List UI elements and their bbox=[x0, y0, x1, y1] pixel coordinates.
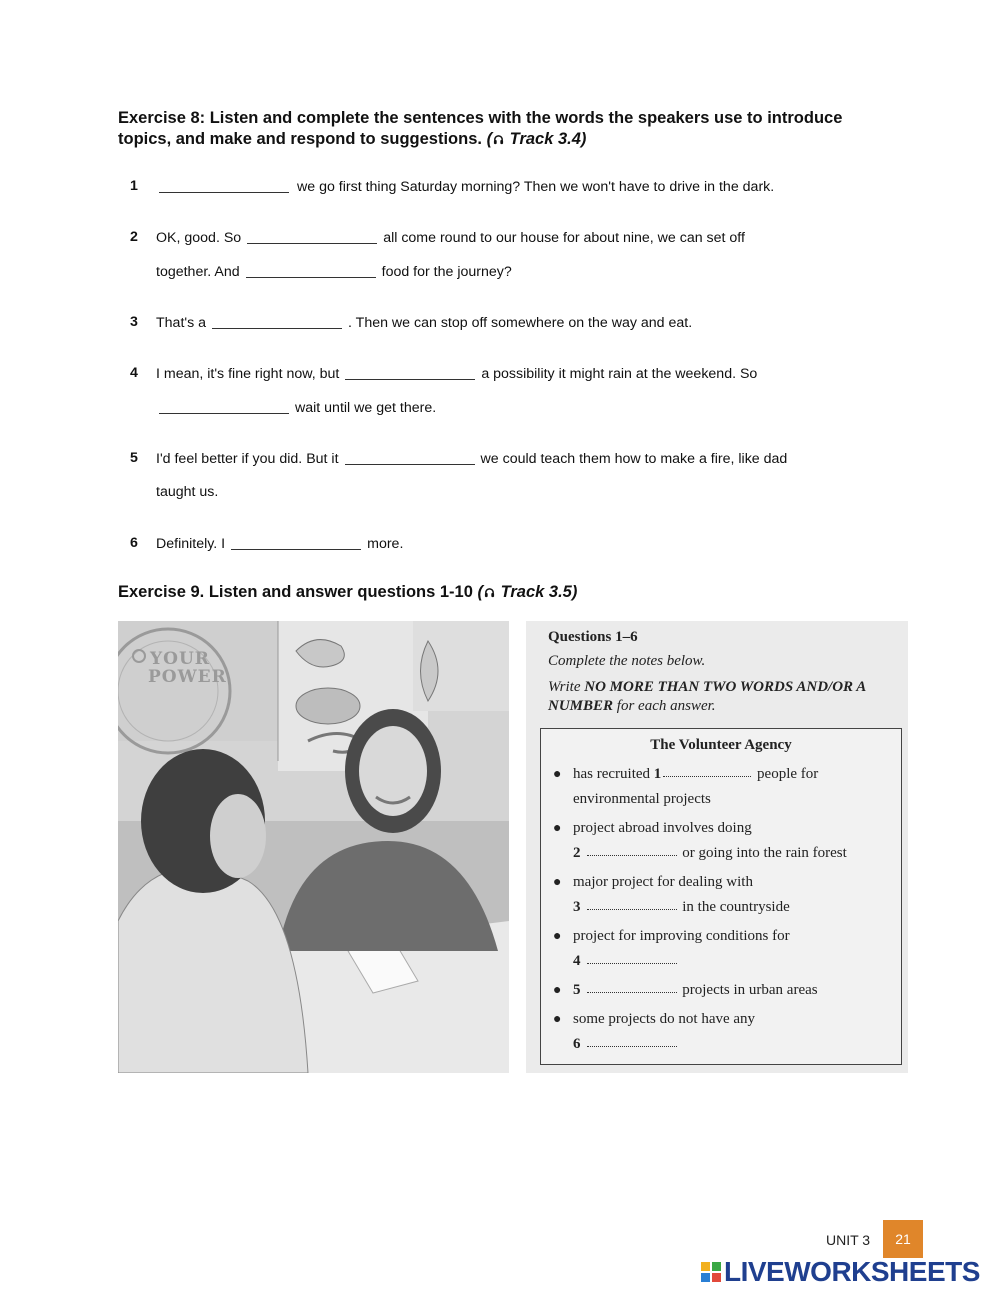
answer-dots-5[interactable] bbox=[587, 980, 677, 993]
note-item-1: has recruited 1 people for bbox=[573, 766, 819, 782]
track-3-5-label: ( Track 3.5) bbox=[477, 583, 578, 601]
exercise8-heading-line2 bbox=[118, 129, 842, 150]
answer-blank-4b[interactable] bbox=[159, 399, 289, 414]
note-item-1-line2: environmental projects bbox=[573, 791, 711, 807]
note-item-6: some projects do not have any bbox=[573, 1011, 756, 1027]
bullet-icon: ● bbox=[553, 1012, 562, 1027]
answer-blank-2b[interactable] bbox=[246, 263, 376, 278]
item-line: wait until we get there. bbox=[159, 399, 436, 416]
note-item-5: 5 projects in urban areas bbox=[573, 982, 818, 998]
note-item-2: project abroad involves doing bbox=[573, 820, 752, 836]
item-number: 5 bbox=[130, 450, 138, 466]
exercise8-heading-line2-text: topics, and make and respond to suggestions. bbox=[118, 130, 482, 148]
poster-your-power: YOUR POWER bbox=[132, 649, 227, 686]
answer-blank-1[interactable] bbox=[159, 178, 289, 193]
note-item-4: project for improving conditions for bbox=[573, 928, 790, 944]
bullet-icon: ● bbox=[553, 767, 562, 782]
note-item-3-line2: 3 in the countryside bbox=[573, 899, 790, 915]
answer-blank-5[interactable] bbox=[345, 450, 475, 465]
interview-illustration bbox=[118, 621, 509, 1073]
brand-name: LIVEWORKSHEETS bbox=[724, 1256, 980, 1287]
bullet-icon: ● bbox=[553, 983, 562, 998]
item-number: 4 bbox=[130, 365, 138, 381]
answer-blank-2a[interactable] bbox=[247, 229, 377, 244]
item-number: 2 bbox=[130, 229, 138, 245]
unit-label: UNIT 3 bbox=[826, 1232, 871, 1248]
questions-1-6-panel bbox=[526, 621, 908, 1073]
item-line: Definitely. I more. bbox=[156, 536, 404, 552]
item-line: That's a . Then we can stop off somewhere on the way and eat. bbox=[156, 315, 693, 331]
liveworksheets-logo-icon bbox=[700, 1261, 722, 1283]
item-line: I mean, it's fine right now, but a possibility it might rain at the weekend. So bbox=[156, 366, 758, 382]
instruction-word-limit: Write NO MORE THAN TWO WORDS AND/OR A NUMBER for each answer. bbox=[548, 679, 866, 714]
bullet-icon: ● bbox=[553, 821, 562, 836]
exercise8-heading-line1: Exercise 8: Listen and complete the sentences with the words the speakers use to introduce bbox=[118, 109, 843, 127]
answer-dots-3[interactable] bbox=[587, 897, 677, 910]
item-number: 6 bbox=[130, 535, 138, 551]
poster-circle-icon bbox=[132, 649, 146, 663]
bullet-icon: ● bbox=[553, 929, 562, 944]
questions-title: Questions 1–6 bbox=[548, 629, 638, 645]
item-number: 3 bbox=[130, 314, 138, 330]
item-line: together. And food for the journey? bbox=[156, 264, 512, 280]
note-item-3: major project for dealing with bbox=[573, 874, 753, 890]
item-line: OK, good. So all come round to our house for about nine, we can set off bbox=[156, 230, 745, 246]
answer-blank-4a[interactable] bbox=[345, 365, 475, 380]
item-line: taught us. bbox=[156, 484, 219, 500]
page-number-badge: 21 bbox=[883, 1220, 923, 1258]
volunteer-agency-notes-box bbox=[540, 728, 902, 1065]
notes-box-title: The Volunteer Agency bbox=[650, 737, 792, 753]
liveworksheets-logo[interactable] bbox=[700, 1257, 980, 1287]
answer-blank-6[interactable] bbox=[231, 535, 361, 550]
bullet-icon: ● bbox=[553, 875, 562, 890]
note-item-2-line2: 2 or going into the rain forest bbox=[573, 845, 847, 861]
headphones-icon bbox=[493, 134, 504, 145]
item-line: we go first thing Saturday morning? Then we won't have to drive in the dark. bbox=[159, 178, 774, 195]
note-item-6-line2: 6 bbox=[573, 1032, 679, 1057]
headphones-icon bbox=[484, 587, 495, 598]
exercise8-heading bbox=[118, 108, 842, 150]
note-item-4-line2: 4 bbox=[573, 949, 679, 974]
track-3-4-label: ( Track 3.4) bbox=[486, 130, 587, 148]
item-line: I'd feel better if you did. But it we could teach them how to make a fire, like dad bbox=[156, 451, 788, 467]
answer-dots-6[interactable] bbox=[587, 1034, 677, 1047]
item-number: 1 bbox=[130, 178, 138, 194]
interview-scene-image bbox=[118, 621, 509, 1073]
instruction-complete: Complete the notes below. bbox=[548, 653, 706, 669]
answer-dots-2[interactable] bbox=[587, 843, 677, 856]
answer-dots-4[interactable] bbox=[587, 951, 677, 964]
answer-blank-3[interactable] bbox=[212, 314, 342, 329]
answer-dots-1[interactable] bbox=[663, 764, 751, 777]
exercise9-heading: Exercise 9. Listen and answer questions 1-10 ( Track 3.5) bbox=[118, 583, 578, 601]
